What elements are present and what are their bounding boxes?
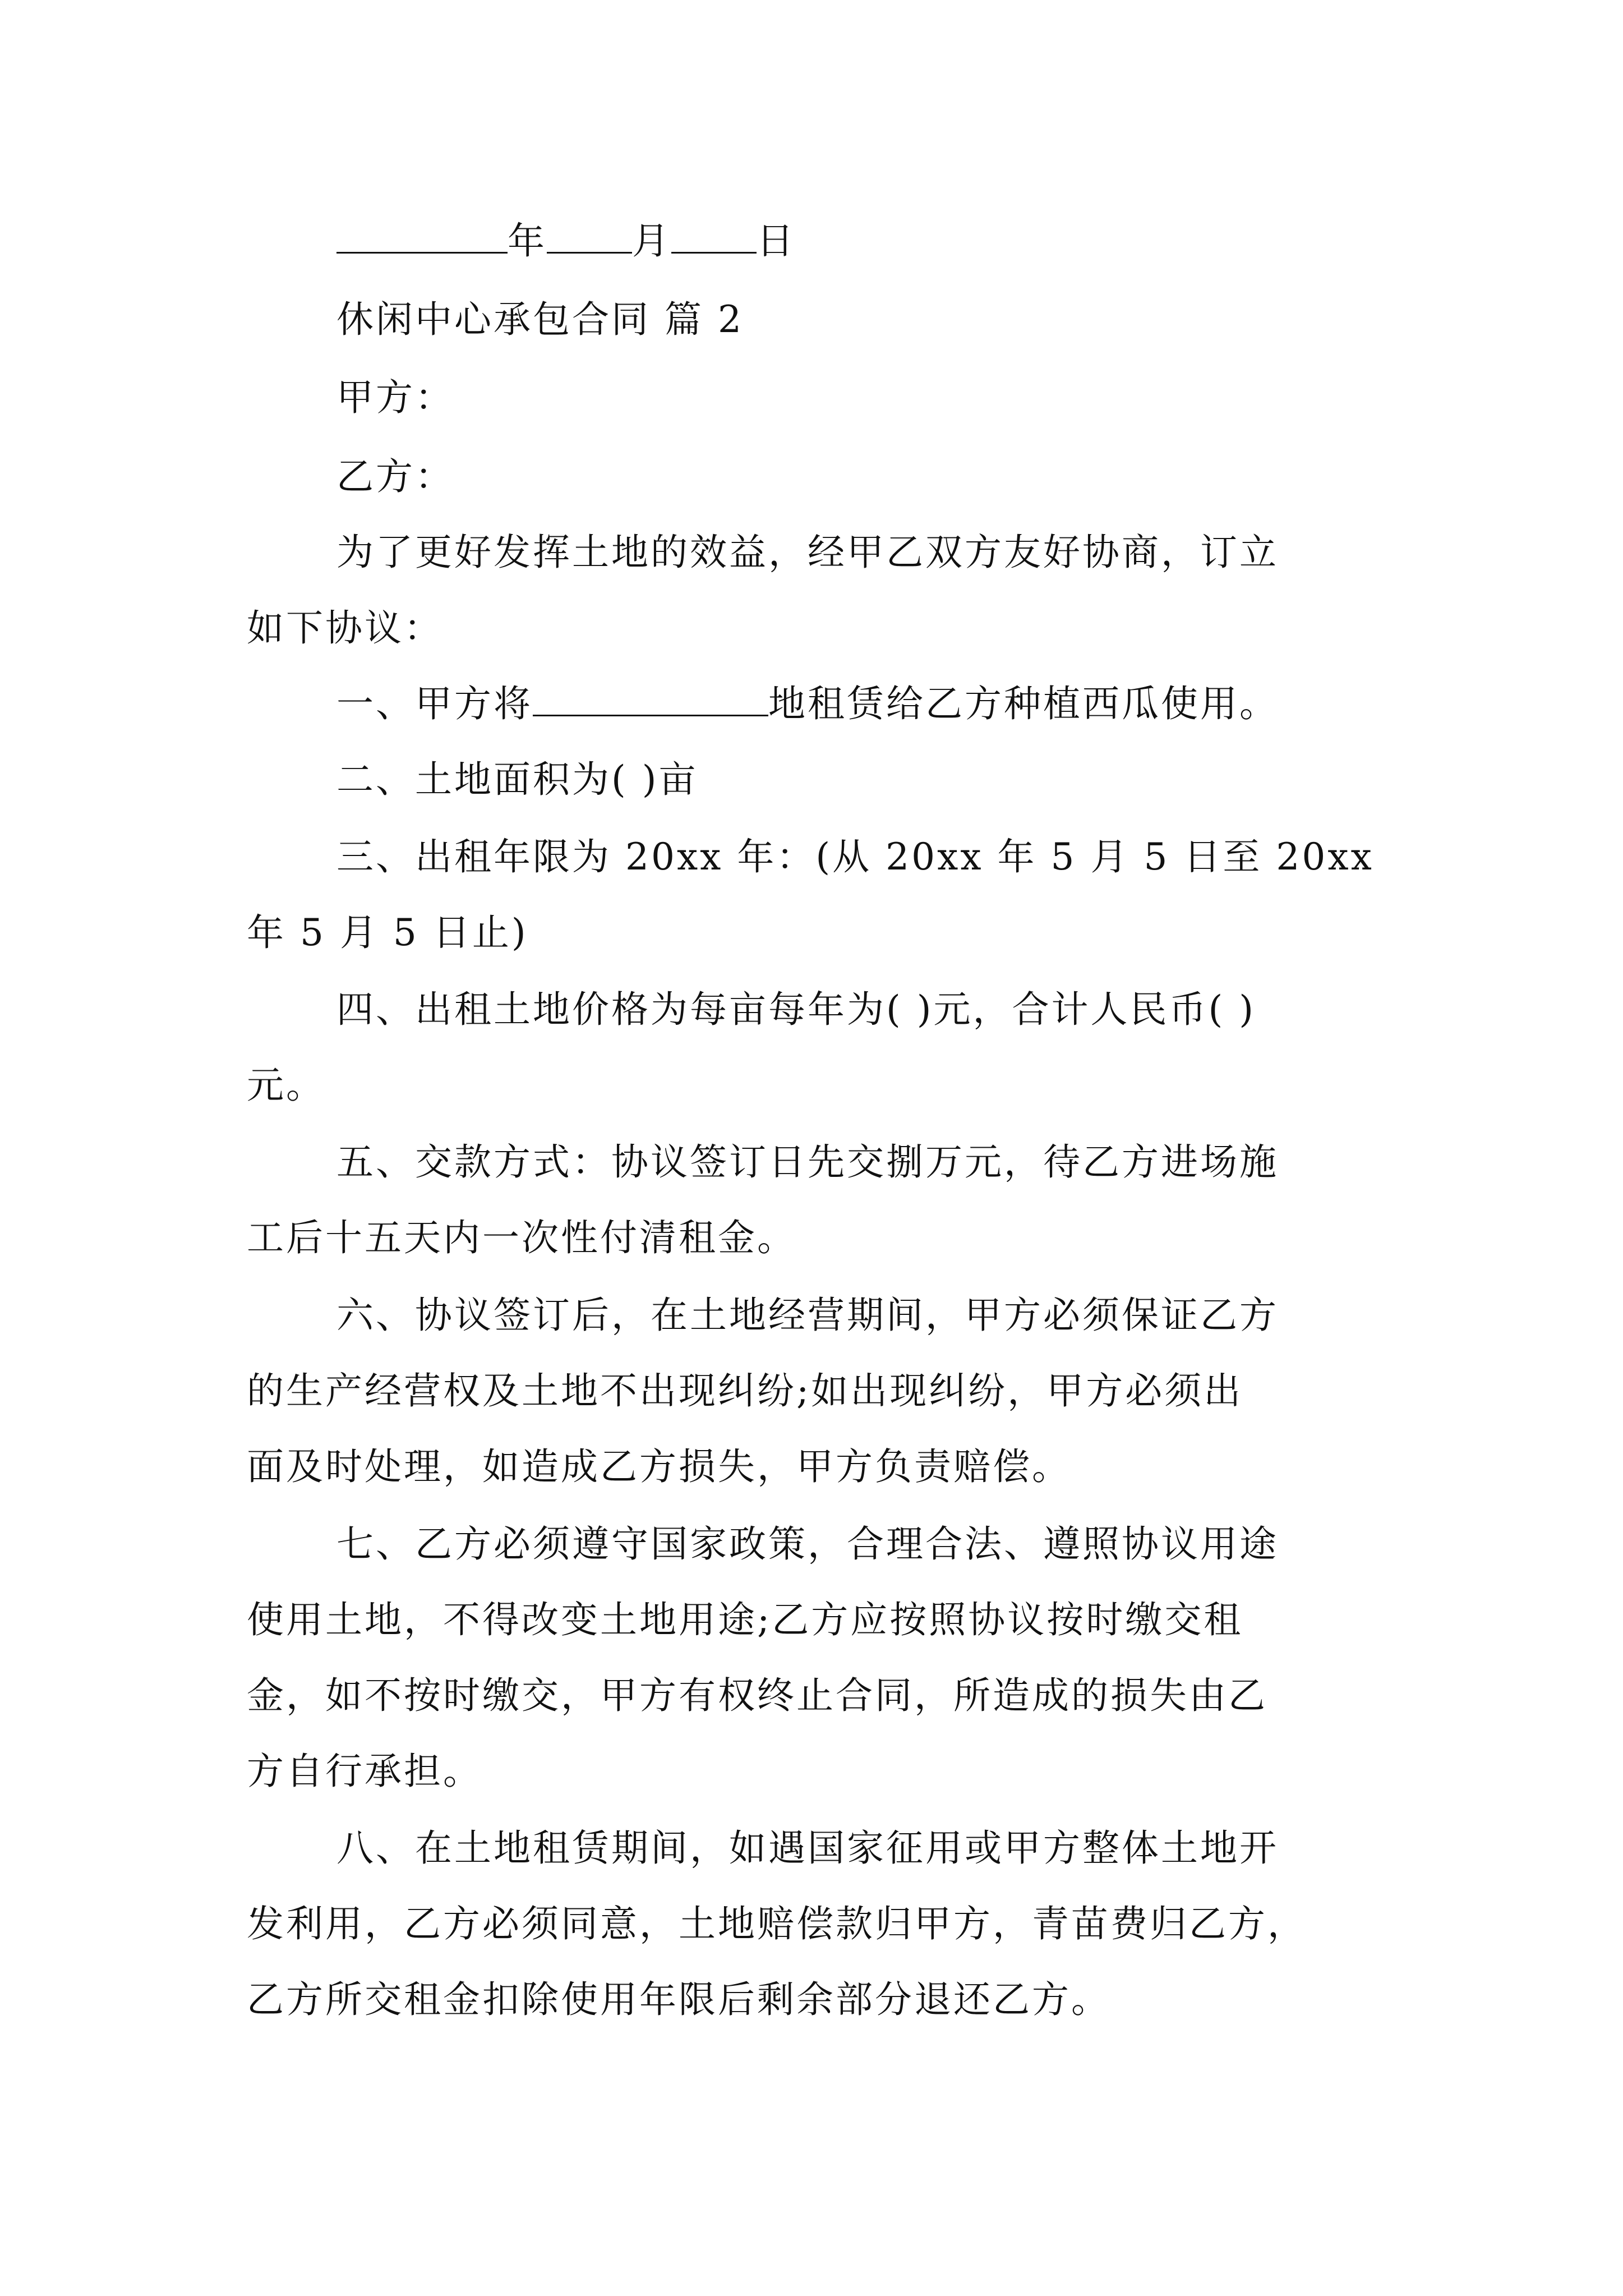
clause-7-line-1: 七、乙方必须遵守国家政策，合理合法、遵照协议用途 bbox=[336, 1522, 1279, 1566]
clause-5-line-1: 五、交款方式：协议签订日先交捌万元，待乙方进场施 bbox=[336, 1140, 1279, 1184]
clause-1-prefix: 一、甲方将 bbox=[336, 682, 533, 725]
party-a-label: 甲方： bbox=[336, 376, 454, 419]
document-title: 休闲中心承包合同 篇 2 bbox=[336, 298, 744, 341]
party-b-label: 乙方： bbox=[336, 455, 454, 498]
land-location-blank bbox=[533, 683, 768, 716]
day-label: 日 bbox=[757, 219, 796, 263]
clause-6-line-3: 面及时处理，如造成乙方损失，甲方负责赔偿。 bbox=[247, 1445, 1071, 1488]
clause-4-line-2: 元。 bbox=[247, 1064, 325, 1107]
clause-5-line-2: 工后十五天内一次性付清租金。 bbox=[247, 1216, 796, 1259]
clause-7-line-2: 使用土地，不得改变土地用途;乙方应按照协议按时缴交租 bbox=[247, 1598, 1243, 1641]
month-label: 月 bbox=[632, 219, 671, 263]
clause-4-line-1: 四、出租土地价格为每亩每年为( )元，合计人民币( ) bbox=[336, 988, 1256, 1031]
clause-3-line-1: 三、出租年限为 20xx 年：(从 20xx 年 5 月 5 日至 20xx bbox=[336, 835, 1374, 878]
clause-7-line-3: 金，如不按时缴交，甲方有权终止合同，所造成的损失由乙 bbox=[247, 1674, 1267, 1717]
clause-3-line-2: 年 5 月 5 日止) bbox=[247, 911, 528, 954]
clause-6-line-2: 的生产经营权及土地不出现纠纷;如出现纠纷，甲方必须出 bbox=[247, 1369, 1243, 1412]
clause-1 bbox=[336, 679, 1279, 729]
year-blank bbox=[336, 220, 508, 254]
clause-8-line-3: 乙方所交租金扣除使用年限后剩余部分退还乙方。 bbox=[247, 1978, 1110, 2021]
clause-6-line-1: 六、协议签订后，在土地经营期间，甲方必须保证乙方 bbox=[336, 1294, 1279, 1337]
clause-7-line-4: 方自行承担。 bbox=[247, 1750, 482, 1793]
year-label: 年 bbox=[508, 219, 547, 263]
clause-8-line-1: 八、在土地租赁期间，如遇国家征用或甲方整体土地开 bbox=[336, 1826, 1279, 1870]
day-blank bbox=[671, 220, 757, 254]
clause-8-line-2: 发利用，乙方必须同意，土地赔偿款归甲方，青苗费归乙方， bbox=[247, 1902, 1307, 1945]
clause-2: 二、土地面积为( )亩 bbox=[336, 758, 698, 801]
clause-1-suffix: 地租赁给乙方种植西瓜使用。 bbox=[768, 682, 1279, 725]
intro-line-1: 为了更好发挥土地的效益，经甲乙双方友好协商，订立 bbox=[336, 531, 1279, 574]
intro-line-2: 如下协议： bbox=[247, 606, 443, 650]
month-blank bbox=[547, 220, 632, 254]
date-line bbox=[336, 216, 796, 266]
